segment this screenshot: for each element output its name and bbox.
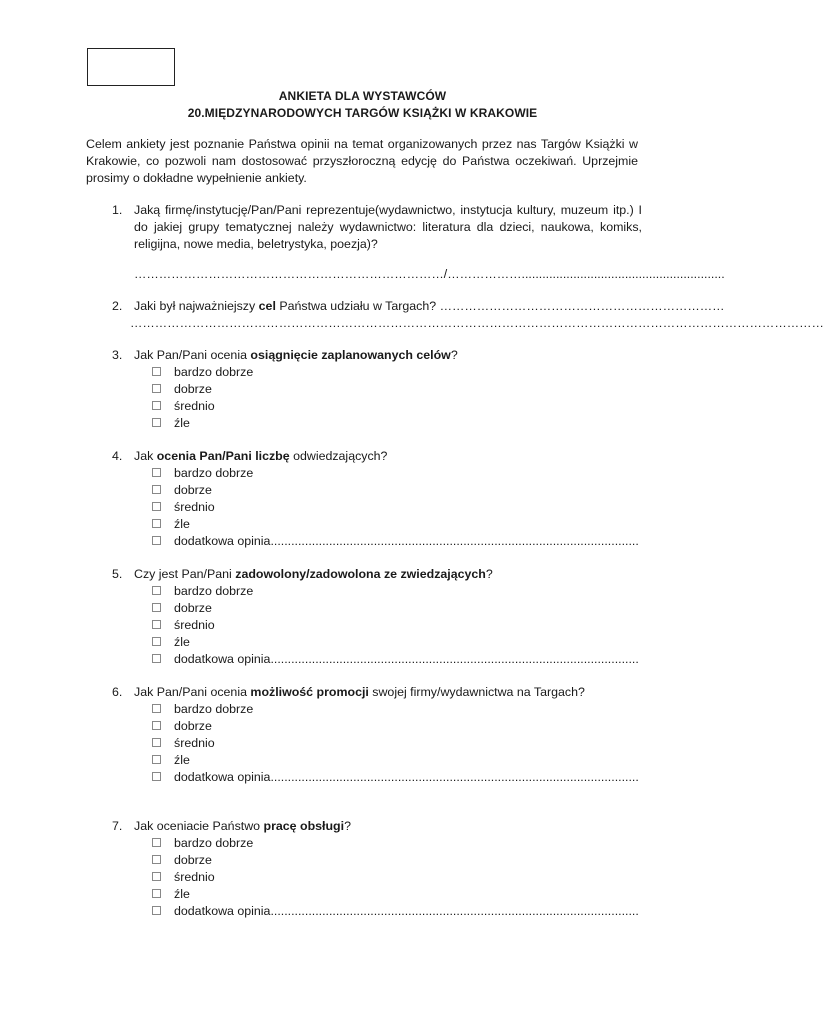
option-srednio[interactable] bbox=[152, 499, 639, 516]
option-label: bardzo dobrze bbox=[174, 584, 254, 598]
option-label: średnio bbox=[174, 736, 215, 750]
checkbox[interactable] bbox=[152, 704, 161, 713]
checkbox[interactable] bbox=[152, 772, 161, 781]
question-number: 5. bbox=[112, 567, 123, 581]
question-text-post: ? bbox=[450, 348, 458, 362]
question-number: 4. bbox=[112, 449, 123, 463]
question-text bbox=[134, 566, 642, 583]
options-q7 bbox=[152, 835, 639, 920]
checkbox[interactable] bbox=[152, 367, 161, 376]
checkbox[interactable] bbox=[152, 620, 161, 629]
option-srednio[interactable] bbox=[152, 398, 253, 415]
option-zle[interactable] bbox=[152, 886, 639, 903]
option-label: średnio bbox=[174, 500, 215, 514]
question-6 bbox=[112, 684, 642, 701]
question-text-post: ? bbox=[485, 567, 493, 581]
question-text-pre: Czy jest Pan/Pani bbox=[134, 567, 236, 581]
option-label: średnio bbox=[174, 618, 215, 632]
question-text-bold: pracę obsługi bbox=[263, 819, 345, 833]
checkbox[interactable] bbox=[152, 721, 161, 730]
option-dodatkowa-opinia[interactable] bbox=[152, 769, 639, 786]
question-text-post: odwiedzających? bbox=[289, 449, 388, 463]
option-dobrze[interactable] bbox=[152, 600, 639, 617]
option-srednio[interactable] bbox=[152, 735, 639, 752]
option-label: dobrze bbox=[174, 601, 212, 615]
question-text-bold: cel bbox=[258, 299, 276, 313]
option-dodatkowa-opinia[interactable] bbox=[152, 903, 639, 920]
option-label: dobrze bbox=[174, 719, 212, 733]
question-text-post[interactable]: Państwa udziału w Targach? …………………………………………………………… bbox=[275, 299, 725, 313]
checkbox[interactable] bbox=[152, 401, 161, 410]
checkbox[interactable] bbox=[152, 384, 161, 393]
question-text: Jaką firmę/instytucję/Pan/Pani reprezentuje(wydawnictwo, instytucja kultury, muzeum itp.) I do jakiej grupy tematycznej należy wydawnictwo: literatura dla dzieci, naukowa, komiks, religijna, nowe media, beletrystyka, poezja)? bbox=[134, 203, 642, 251]
checkbox[interactable] bbox=[152, 755, 161, 764]
option-label: dodatkowa opinia........................................................................................................... bbox=[174, 770, 639, 784]
question-3 bbox=[112, 347, 642, 364]
option-label: źle bbox=[174, 517, 190, 531]
option-label: bardzo dobrze bbox=[174, 702, 254, 716]
option-zle[interactable] bbox=[152, 516, 639, 533]
option-bardzo-dobrze[interactable] bbox=[152, 701, 639, 718]
option-bardzo-dobrze[interactable] bbox=[152, 465, 639, 482]
question-text-pre: Jaki był najważniejszy bbox=[134, 299, 259, 313]
question-4 bbox=[112, 448, 642, 465]
question-number: 6. bbox=[112, 685, 123, 699]
option-dodatkowa-opinia[interactable] bbox=[152, 651, 639, 668]
answer-line-q1[interactable]: …………………………………………………………………/………………........................................................... bbox=[134, 267, 725, 281]
checkbox[interactable] bbox=[152, 838, 161, 847]
checkbox[interactable] bbox=[152, 637, 161, 646]
option-dodatkowa-opinia[interactable] bbox=[152, 533, 639, 550]
option-label: dobrze bbox=[174, 382, 212, 396]
question-1 bbox=[112, 202, 642, 253]
option-bardzo-dobrze[interactable] bbox=[152, 364, 253, 381]
option-dobrze[interactable] bbox=[152, 718, 639, 735]
question-text-pre: Jak bbox=[134, 449, 157, 463]
question-number: 2. bbox=[112, 299, 123, 313]
option-label: dodatkowa opinia........................................................................................................... bbox=[174, 534, 639, 548]
stamp-box bbox=[87, 48, 175, 86]
answer-line-q2[interactable]: …………………………………………………………………………………………………………………………………………………… bbox=[130, 316, 824, 330]
checkbox[interactable] bbox=[152, 889, 161, 898]
title-line-2: 20.MIĘDZYNARODOWYCH TARGÓW KSIĄŻKI W KRAKOWIE bbox=[187, 106, 538, 120]
checkbox[interactable] bbox=[152, 502, 161, 511]
option-srednio[interactable] bbox=[152, 869, 639, 886]
option-dobrze[interactable] bbox=[152, 852, 639, 869]
question-number: 7. bbox=[112, 819, 123, 833]
option-label: średnio bbox=[174, 399, 215, 413]
question-text-bold: możliwość promocji bbox=[250, 685, 369, 699]
question-text bbox=[134, 298, 725, 315]
option-label: źle bbox=[174, 416, 190, 430]
question-text-pre: Jak Pan/Pani ocenia bbox=[134, 348, 251, 362]
question-number: 3. bbox=[112, 348, 123, 362]
question-text-bold: zadowolony/zadowolona ze zwiedzających bbox=[235, 567, 486, 581]
checkbox[interactable] bbox=[152, 536, 161, 545]
checkbox[interactable] bbox=[152, 519, 161, 528]
title-line-1: ANKIETA DLA WYSTAWCÓW bbox=[278, 89, 447, 103]
question-text bbox=[134, 818, 642, 835]
option-dobrze[interactable] bbox=[152, 482, 639, 499]
checkbox[interactable] bbox=[152, 906, 161, 915]
question-text-pre: Jak oceniacie Państwo bbox=[134, 819, 264, 833]
options-q4 bbox=[152, 465, 639, 550]
checkbox[interactable] bbox=[152, 654, 161, 663]
checkbox[interactable] bbox=[152, 418, 161, 427]
option-label: bardzo dobrze bbox=[174, 836, 254, 850]
option-label: dodatkowa opinia........................................................................................................... bbox=[174, 904, 639, 918]
question-text-post: swojej firmy/wydawnictwa na Targach? bbox=[368, 685, 585, 699]
option-label: bardzo dobrze bbox=[174, 466, 254, 480]
checkbox[interactable] bbox=[152, 485, 161, 494]
question-text-bold: ocenia Pan/Pani liczbę bbox=[156, 449, 290, 463]
checkbox[interactable] bbox=[152, 872, 161, 881]
option-label: źle bbox=[174, 753, 190, 767]
question-7 bbox=[112, 818, 642, 835]
option-label: źle bbox=[174, 887, 190, 901]
option-label: dobrze bbox=[174, 483, 212, 497]
checkbox[interactable] bbox=[152, 738, 161, 747]
option-label: źle bbox=[174, 635, 190, 649]
option-label: dobrze bbox=[174, 853, 212, 867]
option-bardzo-dobrze[interactable] bbox=[152, 583, 639, 600]
question-text-pre: Jak Pan/Pani ocenia bbox=[134, 685, 251, 699]
options-q6 bbox=[152, 701, 639, 786]
checkbox[interactable] bbox=[152, 586, 161, 595]
question-text bbox=[134, 347, 642, 364]
question-text-bold: osiągnięcie zaplanowanych celów bbox=[250, 348, 451, 362]
option-zle[interactable] bbox=[152, 752, 639, 769]
question-text bbox=[134, 684, 642, 701]
options-q3 bbox=[152, 364, 253, 432]
option-zle[interactable] bbox=[152, 634, 639, 651]
option-bardzo-dobrze[interactable] bbox=[152, 835, 639, 852]
question-number: 1. bbox=[112, 203, 123, 217]
option-dobrze[interactable] bbox=[152, 381, 253, 398]
intro-paragraph: Celem ankiety jest poznanie Państwa opinii na temat organizowanych przez nas Targów Książki w Krakowie, co pozwoli nam dostosować przyszłoroczną edycję do Państwa oczekiwań. Uprzejmie prosimy o dokładne wypełnienie ankiety. bbox=[86, 137, 638, 185]
option-label: dodatkowa opinia........................................................................................................... bbox=[174, 652, 639, 666]
checkbox[interactable] bbox=[152, 468, 161, 477]
question-text-post: ? bbox=[344, 819, 351, 833]
option-label: bardzo dobrze bbox=[174, 365, 254, 379]
options-q5 bbox=[152, 583, 639, 668]
option-zle[interactable] bbox=[152, 415, 253, 432]
checkbox[interactable] bbox=[152, 855, 161, 864]
option-label: średnio bbox=[174, 870, 215, 884]
question-2 bbox=[112, 298, 725, 315]
question-text bbox=[134, 448, 642, 465]
option-srednio[interactable] bbox=[152, 617, 639, 634]
checkbox[interactable] bbox=[152, 603, 161, 612]
question-5 bbox=[112, 566, 642, 583]
